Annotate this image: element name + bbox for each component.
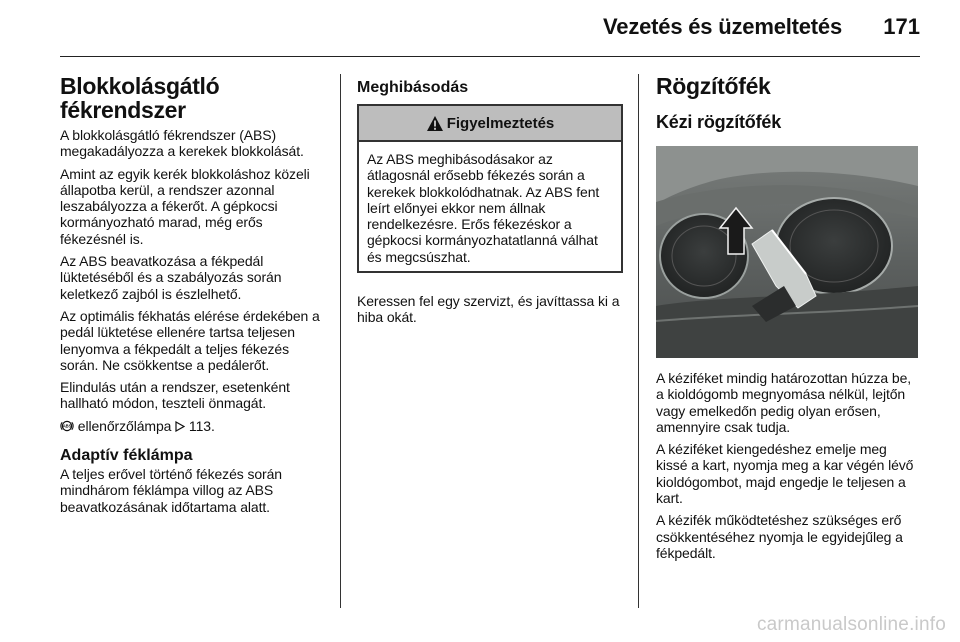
hand-brake-photo	[656, 146, 918, 358]
warning-title: Figyelmeztetés	[446, 114, 555, 132]
warning-text: Az ABS meghibásodásakor az átlagosnál erősebb fékezés során a kerekek blokkolódhatnak. Az ABS fent leírt előnyei ekkor nem állnak rendelkezésre. Erős fékezéskor a gépkocsi kormányozhatatlanná válhat és megcsúszhat.	[367, 151, 600, 265]
triangle-pointer-icon	[175, 419, 185, 430]
hand-brake-subheading: Kézi rögzítőfék	[656, 112, 782, 132]
warning-body	[359, 142, 621, 271]
header-rule	[60, 56, 920, 57]
watermark: carmanualsonline.info	[756, 614, 946, 635]
page-header	[0, 0, 960, 60]
warning-box	[357, 104, 623, 273]
abs-heading-line2: fékrendszer	[60, 97, 186, 123]
fault-paragraph: Keressen fel egy szervizt, és javíttassa ki a hiba okát.	[357, 293, 620, 326]
abs-paragraph-3: Az ABS beavatkozása a fékpedál lüktetéséből és a szabályozás során keletkező zajból is észlelhető.	[60, 253, 282, 302]
column-divider-left	[340, 74, 341, 608]
abs-reference-text: ellenőrzőlámpa	[74, 417, 176, 434]
abs-heading	[60, 74, 328, 122]
parking-brake-paragraph-1: A kéziféket mindig határozottan húzza be, a kioldógomb megnyomása nélkül, lejtőn vagy emelkedőn pedig olyan erősen, amennyire csak tudja.	[656, 370, 912, 435]
adaptive-brake-light-paragraph: A teljes erővel történő fékezés során mindhárom féklámpa villog az ABS beavatkozásának időtartama alatt.	[60, 466, 282, 515]
abs-warning-lamp-icon	[60, 419, 74, 433]
parking-brake-heading: Rögzítőfék	[656, 73, 771, 99]
warning-header	[359, 106, 621, 142]
svg-text:ABS: ABS	[62, 423, 72, 429]
adaptive-brake-light-heading: Adaptív féklámpa	[60, 447, 193, 465]
abs-reference	[60, 418, 328, 434]
parking-brake-paragraph-3: A kézifék működtetéshez szükséges erő csökkentéséhez nyomja le egyidejűleg a fékpedált.	[656, 512, 903, 561]
abs-heading-line1: Blokkolásgátló	[60, 73, 220, 99]
abs-reference-page[interactable]: 113.	[188, 417, 215, 434]
column-divider-right	[638, 74, 639, 608]
abs-paragraph-1: A blokkolásgátló fékrendszer (ABS) megakadályozza a kerekek blokkolását.	[60, 127, 304, 160]
column-abs	[60, 74, 328, 521]
column-parking-brake	[656, 74, 920, 567]
abs-paragraph-5: Elindulás után a rendszer, esetenként hallható módon, teszteli önmagát.	[60, 379, 290, 412]
parking-brake-paragraph-2: A kéziféket kiengedéshez emelje meg kissé a kart, nyomja meg a kar végén lévő kioldógombot, majd engedje le teljesen a kart.	[656, 441, 914, 507]
warning-triangle-icon	[426, 115, 444, 132]
page-number: 171	[883, 14, 920, 39]
section-title: Vezetés és üzemeltetés	[603, 14, 842, 39]
abs-paragraph-4: Az optimális fékhatás elérése érdekében a pedál lüktetése ellenére tartsa teljesen lenyomva a fékpedált a teljes fékezés során. Ne csökkentse a pedálerőt.	[60, 307, 320, 373]
abs-paragraph-2: Amint az egyik kerék blokkoláshoz közeli állapotba kerül, a rendszer azonnal leszabályozza a fékerőt. A gépkocsi kormányozható marad, még erős fékezésnél is.	[60, 165, 310, 247]
column-fault	[357, 74, 623, 332]
fault-heading: Meghibásodás	[357, 79, 469, 96]
